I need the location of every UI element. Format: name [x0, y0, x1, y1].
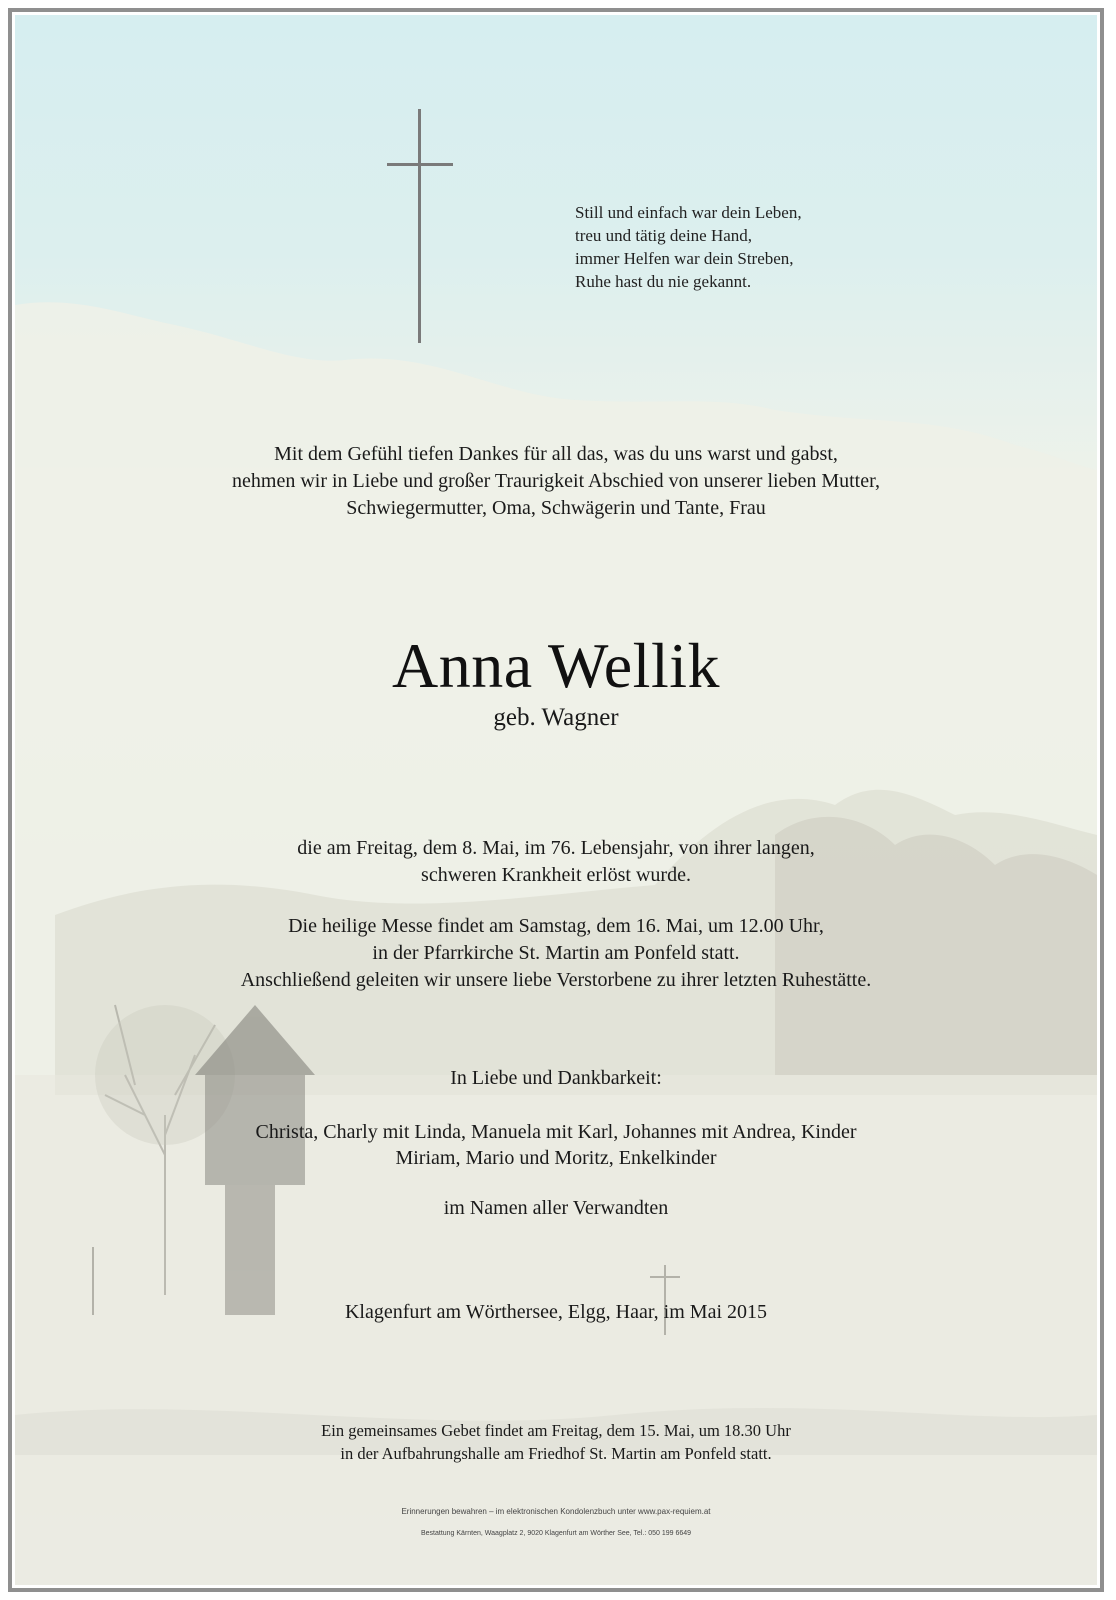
mass-info-line: Die heilige Messe findet am Samstag, dem 16. Mai, um 12.00 Uhr,: [288, 915, 824, 937]
mass-info-line: Anschließend geleiten wir unsere liebe Verstorbene zu ihrer letzten Ruhestätte.: [240, 969, 872, 991]
prayer-line: Ein gemeinsames Gebet findet am Freitag, dem 15. Mai, um 18.30 Uhr: [321, 1421, 791, 1440]
notice-card: [15, 15, 1097, 1585]
poem-line: treu und tätig deine Hand,: [575, 226, 753, 245]
intro-line: Mit dem Gefühl tiefen Dankes für all das, was du uns warst und gabst,: [274, 443, 838, 465]
death-notice-line: schweren Krankheit erlöst wurde.: [421, 864, 691, 886]
intro-line: nehmen wir in Liebe und großer Traurigkeit Abschied von unserer lieben Mutter,: [232, 470, 880, 492]
condolence-footer: Erinnerungen bewahren – im elektronischen Kondolenzbuch unter www.pax-requiem.at: [401, 1507, 711, 1516]
intro-line: Schwiegermutter, Oma, Schwägerin und Tante, Frau: [346, 497, 766, 519]
birth-name: geb. Wagner: [493, 704, 619, 731]
death-notice: [15, 835, 1097, 889]
mass-info: [15, 913, 1097, 994]
relatives-line: im Namen aller Verwandten: [443, 1197, 669, 1219]
cross-icon: [387, 109, 453, 343]
cross-horizontal-bar: [387, 163, 453, 166]
poem-line: immer Helfen war dein Streben,: [575, 249, 794, 268]
page-frame: [8, 8, 1104, 1592]
family-line: Miriam, Mario und Moritz, Enkelkinder: [395, 1147, 717, 1169]
place-date: Klagenfurt am Wörthersee, Elgg, Haar, im Mai 2015: [344, 1301, 768, 1323]
mass-info-line: in der Pfarrkirche St. Martin am Ponfeld statt.: [372, 942, 740, 964]
mourners-heading: In Liebe und Dankbarkeit:: [450, 1067, 662, 1089]
prayer-line: in der Aufbahrungshalle am Friedhof St. Martin am Ponfeld statt.: [340, 1444, 772, 1463]
prayer-info: [15, 1419, 1097, 1465]
poem: [575, 201, 802, 293]
death-notice-line: die am Freitag, dem 8. Mai, im 76. Lebensjahr, von ihrer langen,: [297, 837, 815, 859]
poem-line: Ruhe hast du nie gekannt.: [575, 272, 752, 291]
cross-vertical-bar: [418, 109, 421, 343]
undertaker-footer: Bestattung Kärnten, Waagplatz 2, 9020 Klagenfurt am Wörther See, Tel.: 050 199 6649: [420, 1530, 692, 1537]
intro-text: [15, 441, 1097, 522]
background-landscape: [15, 15, 1097, 1585]
family-list: [15, 1119, 1097, 1171]
deceased-name: Anna Wellik: [392, 630, 720, 701]
family-line: Christa, Charly mit Linda, Manuela mit Karl, Johannes mit Andrea, Kinder: [255, 1121, 857, 1143]
poem-line: Still und einfach war dein Leben,: [575, 203, 802, 222]
